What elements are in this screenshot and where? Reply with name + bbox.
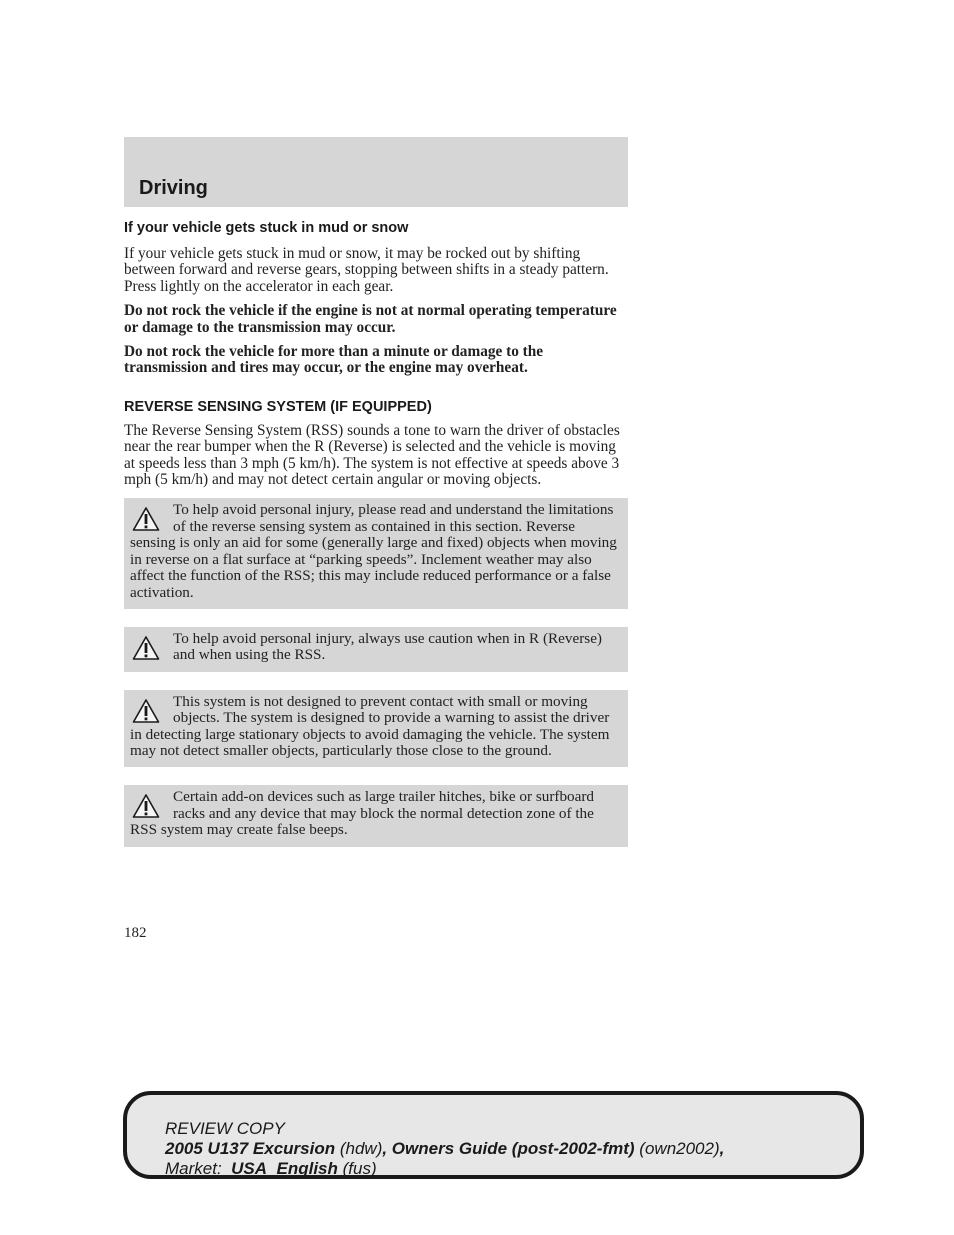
- warning-box-2: [124, 627, 628, 672]
- warning-text-2: To help avoid personal injury, always use caution when in R (Reverse) and when using the RSS.: [173, 629, 602, 664]
- warning-text-1: To help avoid personal injury, please read and understand the limitations of the reverse sensing system as contained in this section. Reverse sensing is only an aid for some (generally large and fixed) objects when moving in reverse on a flat surface at “parking speeds”. Inclement weather may also affect the function of the RSS; this may include reduced performance or a false activation.: [130, 501, 617, 601]
- mud-snow-heading: If your vehicle gets stuck in mud or snow: [124, 220, 409, 236]
- warning-triangle-icon: [132, 506, 160, 532]
- mud-snow-caution-2: Do not rock the vehicle for more than a minute or damage to the transmission and tires may occur, or the engine may overheat.: [124, 343, 544, 377]
- footer-market-code: (fus): [342, 1159, 377, 1178]
- warning-triangle-icon: [132, 635, 160, 661]
- mud-snow-body: If your vehicle gets stuck in mud or snow, it may be rocked out by shifting between forward and reverse gears, stopping between shifts in a steady pattern. Press lightly on the accelerator in each gear.: [124, 245, 609, 295]
- page-content: [124, 220, 628, 847]
- warning-text-3: This system is not designed to prevent contact with small or moving objects. The system is designed to provide a warning to assist the driver in detecting large stationary objects to avoid damaging the vehicle. The system may not detect smaller objects, particularly those close to the ground.: [130, 692, 610, 759]
- section-title: Driving: [139, 177, 208, 199]
- warning-triangle-icon: [132, 698, 160, 724]
- rss-heading: REVERSE SENSING SYSTEM (IF EQUIPPED): [124, 398, 432, 415]
- footer-model: 2005 U137 Excursion: [165, 1139, 336, 1158]
- footer-review-copy: REVIEW COPY: [165, 1119, 285, 1138]
- warning-box-1: [124, 498, 628, 608]
- footer-line-2: [165, 1139, 724, 1159]
- warning-text-4: Certain add-on devices such as large trailer hitches, bike or surfboard racks and any device that may block the normal detection zone of the RSS system may create false beeps.: [130, 788, 595, 839]
- review-copy-footer: [123, 1091, 864, 1179]
- rss-body: The Reverse Sensing System (RSS) sounds a tone to warn the driver of obstacles near the rear bumper when the R (Reverse) is selected and the vehicle is moving at speeds less than 3 mph (5 km/h). The system is not effective at speeds above 3 mph (5 km/h) and may not detect certain angular or moving objects.: [124, 421, 620, 489]
- page-number: 182: [124, 925, 147, 941]
- footer-guide-code: (own2002): [639, 1139, 720, 1158]
- footer-market-label: Market:: [165, 1159, 222, 1178]
- footer-guide: , Owners Guide (post-2002-fmt): [382, 1139, 635, 1158]
- footer-model-code: (hdw): [339, 1139, 383, 1158]
- mud-snow-caution-1: Do not rock the vehicle if the engine is not at normal operating temperature or damage to the transmission may occur.: [124, 302, 617, 336]
- footer-market: USA_English: [231, 1159, 338, 1178]
- warning-box-3: [124, 690, 628, 768]
- footer-line-3: [165, 1159, 724, 1179]
- section-header-band: [124, 137, 628, 207]
- footer-comma: ,: [719, 1139, 725, 1158]
- warning-box-4: [124, 785, 628, 846]
- footer-text: [165, 1119, 724, 1179]
- warning-triangle-icon: [132, 793, 160, 819]
